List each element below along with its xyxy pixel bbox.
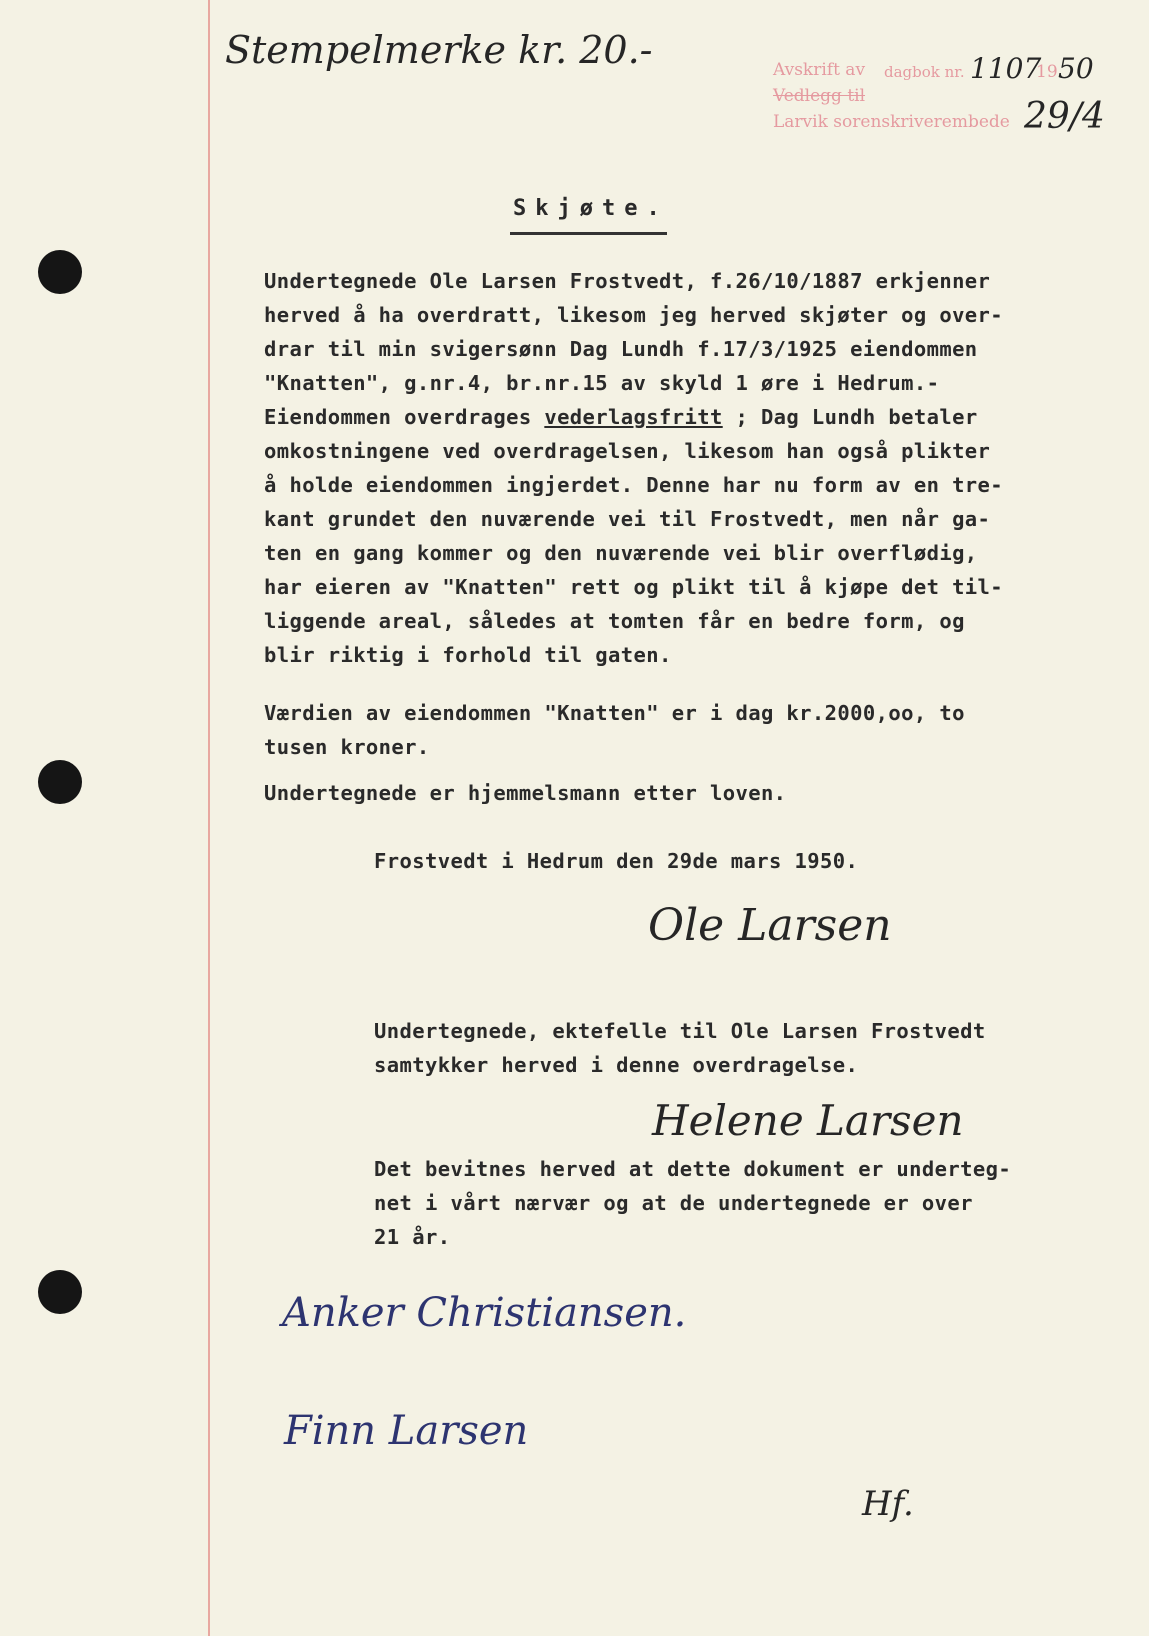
deed-body: [264, 264, 1003, 672]
consent-statement: [374, 1014, 986, 1082]
stamp-office: Larvik sorenskriverembede: [773, 112, 1010, 132]
stamp-avskrift: Avskrift av: [773, 60, 866, 80]
underlined-term: vederlagsfritt: [544, 405, 723, 429]
signature-spouse: Helene Larsen: [652, 1096, 964, 1145]
body-line: Eiendommen overdrages vederlagsfritt ; Dag Lundh betaler: [264, 405, 978, 429]
year-suffix: 50: [1058, 52, 1094, 85]
stamp-vedlegg: Vedlegg til: [773, 86, 866, 106]
body-line: "Knatten", g.nr.4, br.nr.15 av skyld 1 øre i Hedrum.-: [264, 371, 940, 395]
punch-hole: [38, 760, 82, 804]
red-margin-line: [208, 0, 210, 1636]
document-title: Skjøte.: [513, 196, 669, 221]
body-line: å holde eiendommen ingjerdet. Denne har nu form av en tre-: [264, 473, 1004, 497]
body-line: omkostningene ved overdragelsen, likesom han også plikter: [264, 439, 991, 463]
body-line: Undertegnede, ektefelle til Ole Larsen Frostvedt: [374, 1019, 986, 1043]
body-line: blir riktig i forhold til gaten.: [264, 643, 672, 667]
title-underline: [510, 232, 667, 235]
place-date: Frostvedt i Hedrum den 29de mars 1950.: [374, 849, 859, 873]
body-line: 21 år.: [374, 1225, 451, 1249]
body-line: samtykker herved i denne overdragelse.: [374, 1053, 859, 1077]
body-line: ten en gang kommer og den nuværende vei blir overflødig,: [264, 541, 978, 565]
stamp-date: 29/4: [1024, 96, 1105, 137]
stamp-year-prefix: 19: [1036, 62, 1058, 82]
witness-statement: [374, 1152, 1011, 1254]
body-line: herved å ha overdratt, likesom jeg herved skjøter og over-: [264, 303, 1004, 327]
body-line: Det bevitnes herved at dette dokument er underteg-: [374, 1157, 1012, 1181]
stamp-fee-note: Stempelmerke kr. 20.-: [225, 28, 653, 72]
stamp-dagbok-label: dagbok nr.: [884, 63, 965, 81]
initials: Hf.: [862, 1484, 914, 1524]
body-line: har eieren av "Knatten" rett og plikt til å kjøpe det til-: [264, 575, 1004, 599]
hjemmel-statement: Undertegnede er hjemmelsmann etter loven.: [264, 781, 787, 805]
body-line: Undertegnede Ole Larsen Frostvedt, f.26/10/1887 erkjenner: [264, 269, 991, 293]
signature-seller: Ole Larsen: [648, 900, 892, 951]
body-line: tusen kroner.: [264, 735, 430, 759]
body-line: net i vårt nærvær og at de undertegnede er over: [374, 1191, 973, 1215]
signature-witness-1: Anker Christiansen.: [282, 1290, 687, 1336]
punch-hole: [38, 250, 82, 294]
body-line: kant grundet den nuværende vei til Frostvedt, men når ga-: [264, 507, 991, 531]
signature-witness-2: Finn Larsen: [284, 1408, 529, 1454]
dagbok-number: 1107: [970, 52, 1042, 85]
body-line: drar til min svigersønn Dag Lundh f.17/3/1925 eiendommen: [264, 337, 978, 361]
body-line: liggende areal, således at tomten får en bedre form, og: [264, 609, 965, 633]
value-statement: [264, 696, 965, 764]
punch-hole: [38, 1270, 82, 1314]
body-line: Værdien av eiendommen "Knatten" er i dag kr.2000,oo, to: [264, 701, 965, 725]
